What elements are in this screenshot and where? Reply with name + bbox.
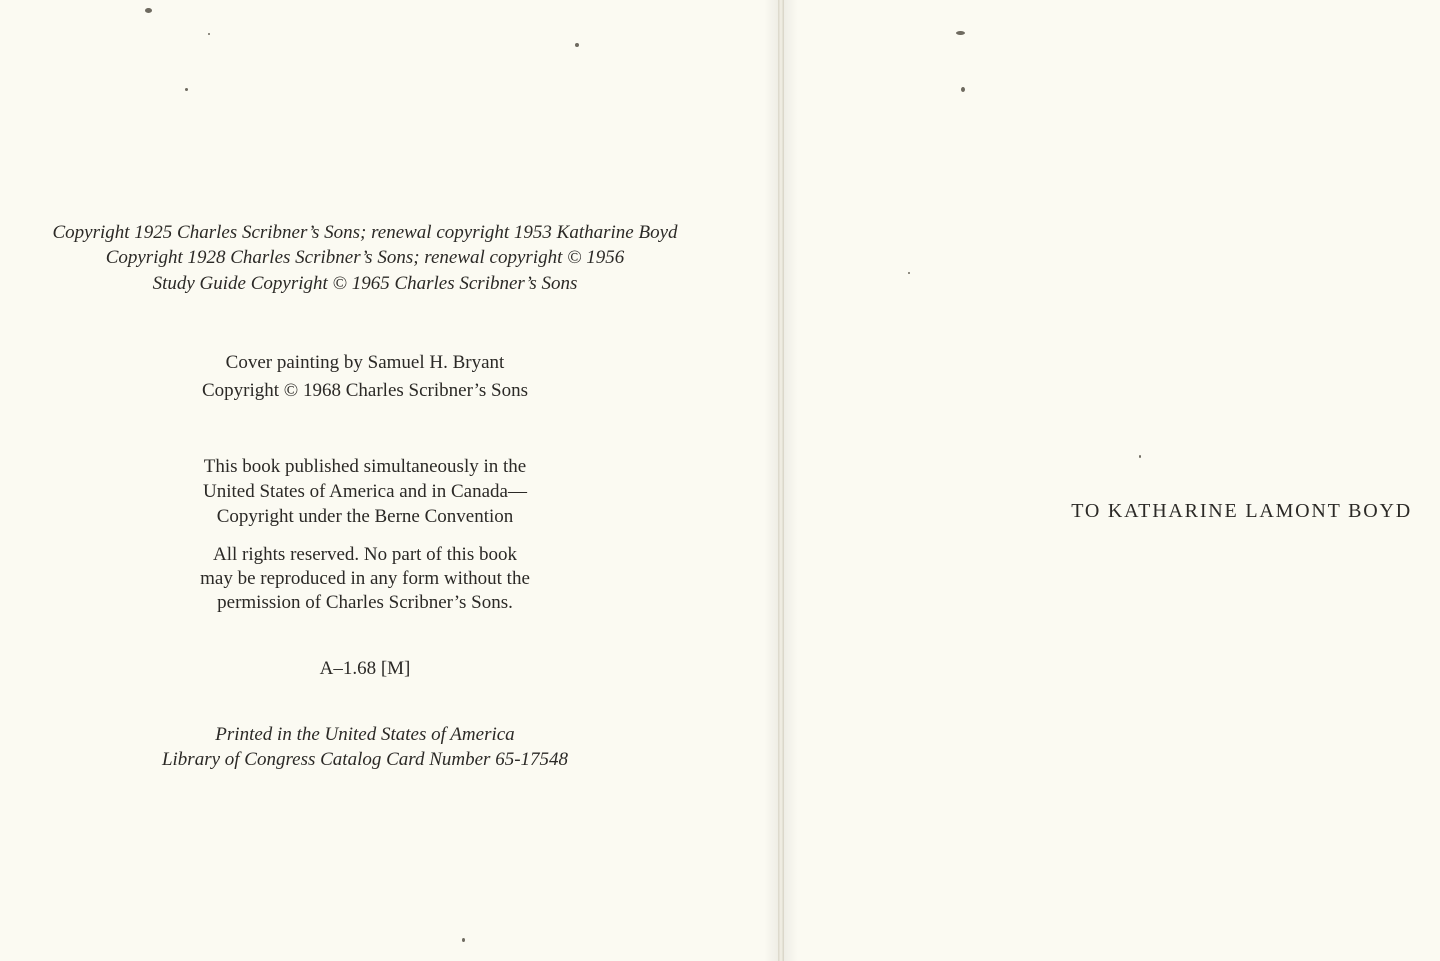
- publication-line: Copyright under the Berne Convention: [216, 506, 514, 527]
- cover-credit-line: Cover painting by Samuel H. Bryant: [225, 352, 505, 373]
- rights-line: All rights reserved. No part of this book: [213, 544, 517, 565]
- copyright-line: Copyright 1928 Charles Scribner’s Sons; renewal copyright © 1956: [105, 247, 625, 268]
- rights-line: permission of Charles Scribner’s Sons.: [217, 592, 513, 613]
- paper-speck: [145, 8, 152, 13]
- paper-speck: [908, 272, 910, 274]
- copyright-line: Study Guide Copyright © 1965 Charles Scribner’s Sons: [152, 273, 578, 294]
- publication-line: United States of America and in Canada—: [203, 481, 527, 502]
- copyright-line: Copyright 1925 Charles Scribner’s Sons; renewal copyright 1953 Katharine Boyd: [52, 222, 678, 243]
- paper-speck: [956, 31, 965, 35]
- paper-speck: [208, 33, 210, 35]
- paper-speck: [185, 88, 188, 91]
- cover-credit-line: Copyright © 1968 Charles Scribner’s Sons: [202, 380, 528, 401]
- paper-speck: [1139, 455, 1141, 458]
- imprint-line: Printed in the United States of America: [215, 724, 515, 745]
- edition-code: A–1.68 [M]: [319, 658, 411, 679]
- paper-speck: [575, 43, 579, 47]
- dedication-page: [784, 0, 1440, 961]
- rights-line: may be reproduced in any form without the: [200, 568, 530, 589]
- dedication-text: TO KATHARINE LAMONT BOYD: [1071, 500, 1412, 522]
- paper-speck: [961, 87, 965, 92]
- paper-speck: [462, 938, 465, 942]
- publication-line: This book published simultaneously in the: [203, 456, 527, 477]
- imprint-line: Library of Congress Catalog Card Number 65-17548: [161, 749, 569, 770]
